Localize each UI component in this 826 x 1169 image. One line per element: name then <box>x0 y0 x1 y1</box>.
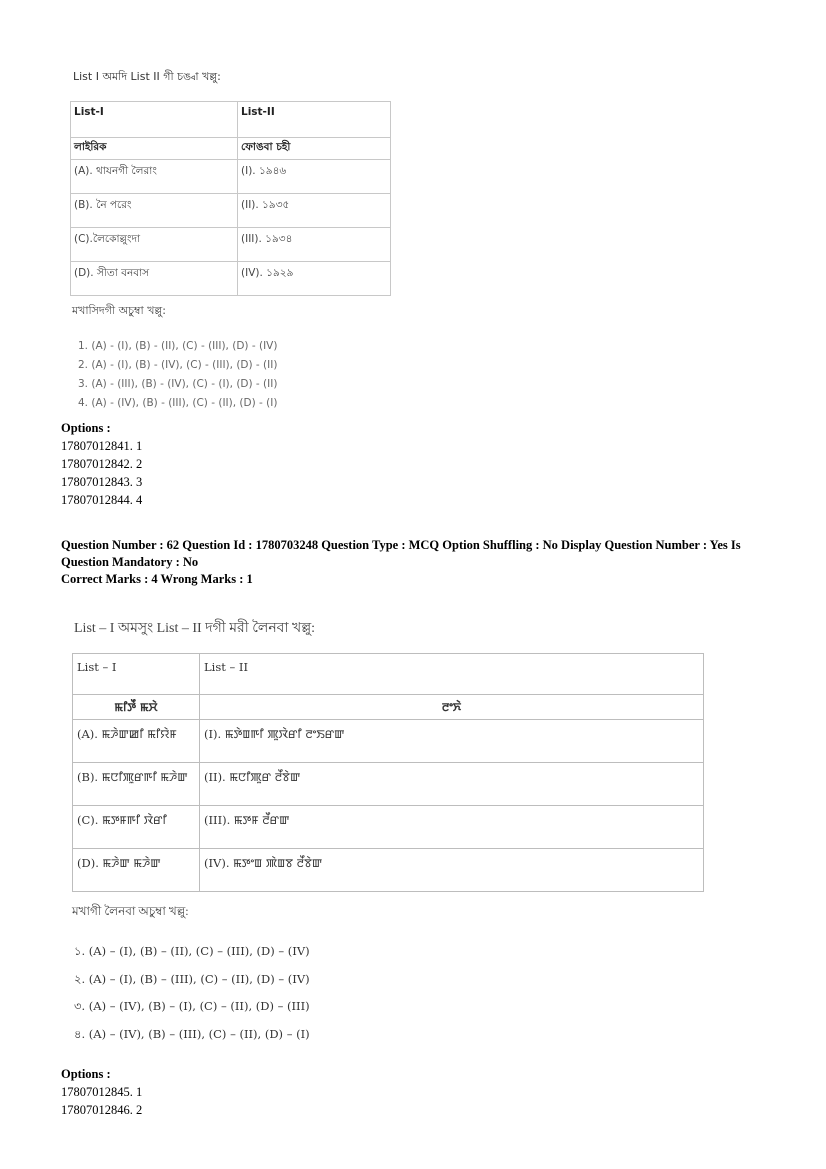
option-item: 17807012845. 1 <box>61 1085 143 1099</box>
table-row <box>73 720 704 763</box>
list-item: ২. (A) – (I), (B) – (III), (C) – (II), (D) – (IV) <box>74 971 310 986</box>
q1-subheader-2: ফোঙবা চহী <box>238 138 391 160</box>
q2-instruction: List – I অমসুং List – II দগী মরী লৈনবা খল্লু: <box>74 621 316 636</box>
q2-choices <box>74 938 310 1048</box>
q2-header-list2: List – II <box>200 654 704 695</box>
options-block-1 <box>61 421 142 509</box>
table-row <box>73 763 704 806</box>
list-item: ৩. (A) – (IV), (B) – (I), (C) – (II), (D) – (III) <box>74 999 310 1013</box>
q1-subheader-1: লাইরিক <box>71 138 238 160</box>
q1-header-list2: List-II <box>238 102 391 138</box>
q2-cell-ii: (II). ꯃꯅꯤꯄꯨꯔ ꯂꯩꯕꯥꯛ <box>200 763 704 806</box>
q2-cell-c: (C). ꯃꯇꯝꯒꯤ ꯋꯥꯔꯤ <box>73 806 200 849</box>
q2-subheader-1: ꯃꯤꯇꯩ ꯃꯆꯥ <box>73 695 200 720</box>
q1-table-subheader-row <box>71 138 391 160</box>
q1-cell-ii: (II). ১৯৩৫ <box>238 194 391 228</box>
question-marks: Correct Marks : 4 Wrong Marks : 1 <box>61 572 253 586</box>
q2-cell-b: (B). ꯃꯅꯤꯄꯨꯔꯒꯤ ꯃꯍꯥꯛ <box>73 763 200 806</box>
list-item: 3. (A) - (III), (B) - (IV), (C) - (I), (D) - (II) <box>78 378 278 390</box>
q2-cell-i: (I). ꯃꯇꯥꯡꯒꯤ ꯄꯨꯋꯥꯔꯤ ꯂꯦꯏꯔꯛ <box>200 720 704 763</box>
q1-choices <box>78 337 400 413</box>
options-heading: Options : <box>61 1067 111 1081</box>
table-row <box>71 194 391 228</box>
q2-header-list1: List – I <box>73 654 200 695</box>
option-item: 17807012842. 2 <box>61 457 143 471</box>
question-image-1 <box>70 66 400 413</box>
list-item: 4. (A) - (IV), (B) - (III), (C) - (II), (D) - (I) <box>78 397 278 409</box>
q2-cell-iii: (III). ꯃꯇꯝ ꯂꯩꯔꯛ <box>200 806 704 849</box>
option-item: 17807012841. 1 <box>61 439 143 453</box>
list-item: 2. (A) - (I), (B) - (IV), (C) - (III), (D) - (II) <box>78 359 278 371</box>
options-heading: Options : <box>61 421 111 435</box>
table-row <box>73 849 704 892</box>
q1-cell-i: (I). ১৯৪৬ <box>238 160 391 194</box>
q1-cell-iii: (III). ১৯৩৪ <box>238 228 391 262</box>
list-item: 1. (A) - (I), (B) - (II), (C) - (III), (D) - (IV) <box>78 340 278 352</box>
q2-cell-iv: (IV). ꯃꯇꯦꯡ ꯄꯥꯡꯕ ꯂꯩꯕꯥꯛ <box>200 849 704 892</box>
option-item: 17807012846. 2 <box>61 1103 143 1117</box>
q2-cell-a: (A). ꯃꯍꯥꯛꯀꯤ ꯃꯤꯌꯥꯝ <box>73 720 200 763</box>
q1-header-list1: List-I <box>71 102 238 138</box>
q1-table-header-row <box>71 102 391 138</box>
q1-instruction: List I অমদি List II গী চঙ্বা খল্লু: <box>73 70 221 83</box>
options-block-2 <box>61 1067 142 1119</box>
q1-answer-prompt: মখাসিদগী অচুম্বা খল্লু: <box>72 304 166 317</box>
option-item: 17807012844. 4 <box>61 493 143 507</box>
question-meta-line2: Question Mandatory : No <box>61 555 199 569</box>
table-row <box>73 806 704 849</box>
q1-match-table <box>70 101 391 296</box>
q1-cell-d: (D). সীতা বনবাস <box>71 262 238 296</box>
q1-cell-c: (C).লৈকোল্লুংদা <box>71 228 238 262</box>
q2-match-table <box>72 653 704 892</box>
q2-answer-prompt: মখাগী লৈনবা অচুম্বা খল্লু: <box>72 904 189 918</box>
q2-table-header-row <box>73 654 704 695</box>
table-row <box>71 262 391 296</box>
q2-table-subheader-row <box>73 695 704 720</box>
question-meta <box>61 537 781 588</box>
list-item: ১. (A) – (I), (B) – (II), (C) – (III), (D) – (IV) <box>74 944 310 958</box>
list-item: ৪. (A) – (IV), (B) – (III), (C) – (II), (D) – (I) <box>74 1026 310 1041</box>
q2-cell-d: (D). ꯃꯍꯥꯛ ꯃꯍꯥꯛ <box>73 849 200 892</box>
q1-cell-a: (A). থাযনগী লৈরাং <box>71 160 238 194</box>
table-row <box>71 228 391 262</box>
question-meta-line1: Question Number : 62 Question Id : 1780703248 Question Type : MCQ Option Shuffling : No Display Question Number : Yes Is <box>61 538 741 552</box>
option-item: 17807012843. 3 <box>61 475 143 489</box>
q1-cell-iv: (IV). ১৯২৯ <box>238 262 391 296</box>
table-row <box>71 160 391 194</box>
q1-cell-b: (B). নৈ পরেং <box>71 194 238 228</box>
q2-subheader-2: ꯂꯦꯈꯥ <box>200 695 704 720</box>
